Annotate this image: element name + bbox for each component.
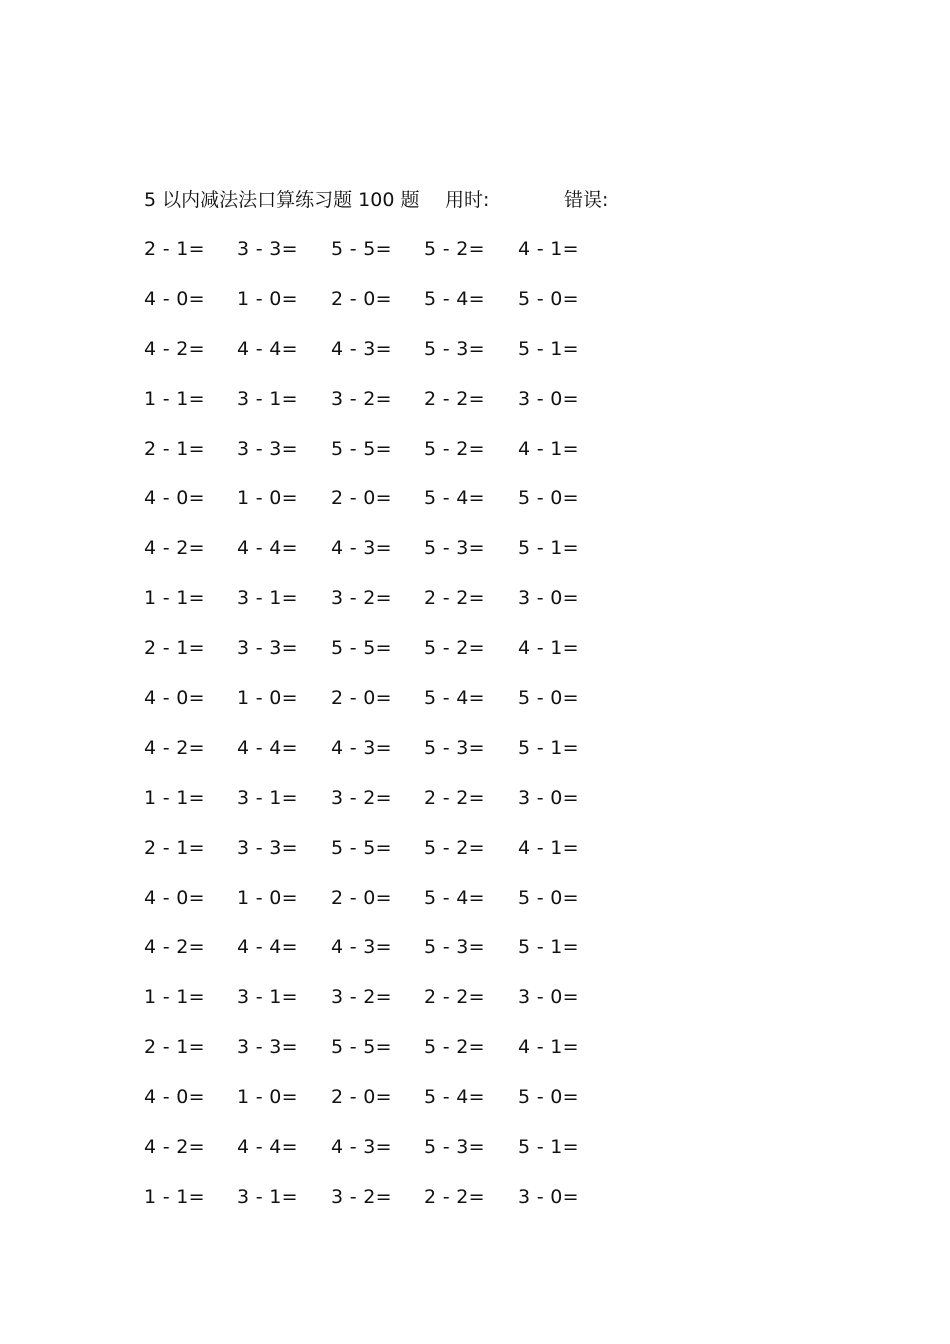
worksheet-title: 5 以内减法法口算练习题 100 题 [144,189,420,211]
problem-item: 4 - 4= [237,936,298,959]
problem-item: 1 - 0= [237,886,298,909]
problem-item: 4 - 4= [237,337,298,360]
problem-item: 5 - 4= [424,1086,485,1109]
problem-item: 3 - 0= [518,786,579,809]
problem-item: 4 - 0= [144,487,205,510]
problem-item: 3 - 3= [237,836,298,859]
problem-item: 2 - 2= [424,986,485,1009]
problem-item: 5 - 2= [424,1036,485,1059]
problem-item: 5 - 4= [424,886,485,909]
problem-item: 4 - 2= [144,337,205,360]
problem-item: 2 - 1= [144,1036,205,1059]
problem-row [144,835,704,885]
problem-item: 3 - 1= [237,986,298,1009]
problem-grid [144,236,704,1234]
problem-item: 5 - 2= [424,437,485,460]
problem-item: 3 - 2= [331,786,392,809]
problem-item: 4 - 3= [331,936,392,959]
problem-item: 5 - 5= [331,238,392,260]
problem-row [144,236,704,286]
problem-item: 2 - 1= [144,637,205,660]
problem-row [144,585,704,635]
problem-item: 2 - 0= [331,886,392,909]
problem-item: 4 - 3= [331,537,392,560]
problem-item: 4 - 2= [144,736,205,759]
problem-item: 3 - 2= [331,986,392,1009]
problem-row [144,735,704,785]
problem-item: 2 - 2= [424,387,485,410]
problem-item: 4 - 3= [331,1136,392,1159]
problem-item: 5 - 1= [518,537,579,560]
problem-row [144,286,704,336]
problem-item: 5 - 5= [331,1036,392,1059]
problem-item: 3 - 0= [518,387,579,410]
problem-item: 5 - 5= [331,836,392,859]
problem-item: 1 - 0= [237,687,298,710]
problem-item: 1 - 1= [144,387,205,410]
problem-item: 2 - 1= [144,836,205,859]
problem-item: 5 - 3= [424,537,485,560]
problem-item: 5 - 2= [424,836,485,859]
problem-row [144,984,704,1034]
problem-item: 3 - 2= [331,387,392,410]
problem-item: 5 - 3= [424,736,485,759]
problem-item: 5 - 5= [331,437,392,460]
problem-item: 3 - 3= [237,437,298,460]
problem-item: 5 - 1= [518,736,579,759]
problem-item: 1 - 0= [237,487,298,510]
problem-item: 3 - 1= [237,1185,298,1208]
problem-item: 5 - 1= [518,337,579,360]
problem-item: 4 - 3= [331,337,392,360]
problem-item: 3 - 3= [237,637,298,660]
problem-item: 5 - 2= [424,238,485,260]
problem-item: 4 - 4= [237,736,298,759]
problem-item: 3 - 2= [331,1185,392,1208]
problem-row [144,386,704,436]
problem-item: 3 - 1= [237,387,298,410]
problem-item: 3 - 0= [518,986,579,1009]
problem-item: 5 - 3= [424,936,485,959]
problem-item: 5 - 0= [518,886,579,909]
problem-item: 4 - 0= [144,287,205,310]
problem-item: 5 - 4= [424,287,485,310]
problem-item: 5 - 0= [518,287,579,310]
problem-item: 2 - 2= [424,1185,485,1208]
problem-item: 5 - 0= [518,687,579,710]
worksheet-header [144,186,844,214]
problem-item: 2 - 1= [144,238,205,260]
problem-item: 5 - 1= [518,1136,579,1159]
problem-item: 4 - 1= [518,238,579,260]
problem-row [144,934,704,984]
problem-item: 2 - 0= [331,1086,392,1109]
problem-item: 4 - 1= [518,437,579,460]
problem-item: 2 - 1= [144,437,205,460]
problem-item: 5 - 3= [424,337,485,360]
problem-row [144,635,704,685]
problem-item: 1 - 0= [237,1086,298,1109]
problem-item: 4 - 4= [237,537,298,560]
problem-item: 3 - 2= [331,587,392,610]
problem-row [144,336,704,386]
problem-item: 5 - 4= [424,487,485,510]
problem-item: 3 - 0= [518,1185,579,1208]
problem-item: 5 - 2= [424,637,485,660]
problem-item: 5 - 4= [424,687,485,710]
problem-item: 2 - 0= [331,487,392,510]
problem-row [144,535,704,585]
problem-item: 1 - 0= [237,287,298,310]
problem-item: 2 - 0= [331,687,392,710]
problem-item: 5 - 1= [518,936,579,959]
problem-item: 5 - 5= [331,637,392,660]
problem-item: 1 - 1= [144,587,205,610]
problem-item: 5 - 0= [518,1086,579,1109]
problem-item: 4 - 2= [144,537,205,560]
problem-item: 4 - 1= [518,836,579,859]
problem-item: 4 - 0= [144,687,205,710]
problem-item: 4 - 0= [144,1086,205,1109]
problem-item: 1 - 1= [144,786,205,809]
problem-row [144,1134,704,1184]
problem-item: 1 - 1= [144,1185,205,1208]
problem-row [144,785,704,835]
problem-item: 3 - 3= [237,1036,298,1059]
problem-item: 2 - 2= [424,587,485,610]
problem-item: 3 - 1= [237,587,298,610]
problem-item: 4 - 3= [331,736,392,759]
problem-item: 4 - 1= [518,637,579,660]
problem-item: 4 - 2= [144,1136,205,1159]
problem-row [144,1084,704,1134]
problem-item: 3 - 1= [237,786,298,809]
problem-item: 5 - 3= [424,1136,485,1159]
problem-item: 2 - 2= [424,786,485,809]
problem-row [144,885,704,935]
problem-row [144,1034,704,1084]
problem-row [144,685,704,735]
problem-item: 4 - 2= [144,936,205,959]
problem-row [144,485,704,535]
problem-item: 1 - 1= [144,986,205,1009]
time-used-label: 用时: [445,189,490,211]
problem-row [144,436,704,486]
problem-item: 4 - 0= [144,886,205,909]
problem-item: 3 - 0= [518,587,579,610]
problem-item: 4 - 4= [237,1136,298,1159]
problem-row [144,1184,704,1234]
problem-item: 5 - 0= [518,487,579,510]
errors-label: 错误: [564,189,609,211]
problem-item: 4 - 1= [518,1036,579,1059]
problem-item: 3 - 3= [237,238,298,260]
problem-item: 2 - 0= [331,287,392,310]
